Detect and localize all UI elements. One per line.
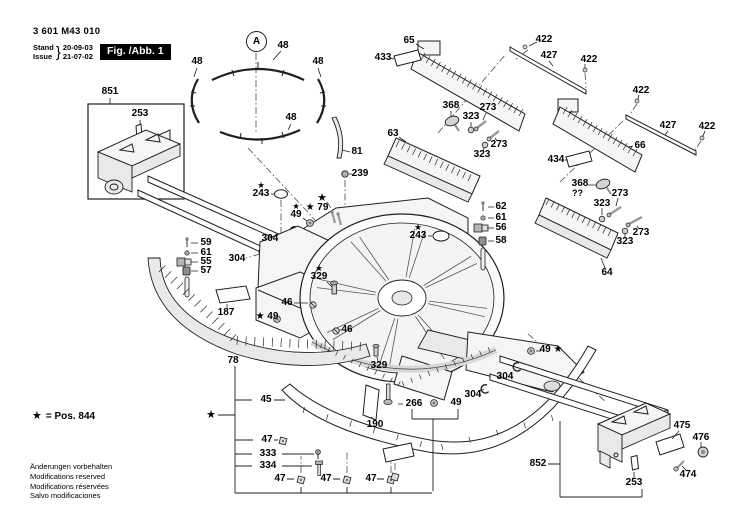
part-label-368: 368 ??	[571, 178, 589, 198]
part-label-434: 434	[547, 154, 565, 165]
part-label-61: 61	[495, 212, 507, 223]
part-label-48: 48	[191, 56, 203, 67]
part-label-47: 47	[365, 473, 377, 484]
part-label-78: 78	[227, 355, 239, 366]
part-label-253: 253	[131, 108, 149, 119]
part-label-273: 273	[611, 188, 629, 199]
part-label-47: 47	[320, 473, 332, 484]
part-label-323: 323	[473, 149, 491, 160]
part-label-273: 273	[479, 102, 497, 113]
revision-block	[33, 43, 93, 61]
part-label-422: 422	[698, 121, 716, 132]
part-label-304: 304	[464, 389, 482, 400]
part-label-273: 273	[490, 139, 508, 150]
part-label-81: 81	[351, 146, 363, 157]
footer-line-fr: Modifications réservées	[30, 481, 109, 491]
part-label-304: 304	[496, 371, 514, 382]
part-label-79: ★ 79	[305, 202, 329, 213]
part-label-273: 273	[632, 227, 650, 238]
part-label-266: 266	[405, 398, 423, 409]
part-label-62: 62	[495, 201, 507, 212]
part-label-49: ★ 49	[290, 201, 302, 220]
part-label-49: ★ 49	[255, 311, 279, 322]
part-label-323: 323	[616, 236, 634, 247]
part-label-329: 329	[370, 360, 388, 371]
part-label-66: 66	[634, 140, 646, 151]
part-label-star: ★	[206, 409, 216, 421]
star-icon: ★	[32, 410, 42, 422]
part-label-239: 239	[351, 168, 369, 179]
part-label-433: 433	[374, 52, 392, 63]
part-label-48: 48	[285, 112, 297, 123]
revision-brace: }	[55, 43, 61, 61]
part-label-190: 190	[366, 419, 384, 430]
part-label-422: 422	[535, 34, 553, 45]
part-81-239	[332, 117, 352, 177]
part-label-243: ★ 243	[252, 180, 270, 199]
footer-notice	[30, 462, 112, 501]
part-label-star: ★	[317, 192, 327, 204]
part-label-323: 323	[462, 111, 480, 122]
part-label-304: 304	[261, 233, 279, 244]
footer-line-en: Modifications reserved	[30, 471, 106, 481]
part-label-45: 45	[260, 394, 272, 405]
detail-view-marker: A	[246, 31, 267, 52]
part-label-475: 475	[673, 420, 691, 431]
part-label-329: ★ 329	[310, 263, 328, 282]
issue-label: Issue	[33, 52, 53, 61]
part-label-243: ★ 243	[409, 222, 427, 241]
part-label-58: 58	[495, 235, 507, 246]
document-number: 3 601 M43 010	[33, 26, 101, 37]
figure-label: Fig. /Abb. 1	[100, 44, 171, 60]
star-legend	[32, 409, 95, 422]
part-label-476: 476	[692, 432, 710, 443]
part-label-63: 63	[387, 128, 399, 139]
part-label-55: 55	[200, 256, 212, 267]
part-label-47: 47	[274, 473, 286, 484]
part-label-61: 61	[200, 247, 212, 258]
part-label-323: 323	[593, 198, 611, 209]
part-label-46: 46	[281, 297, 293, 308]
part-label-56: 56	[495, 222, 507, 233]
footer-line-es: Salvo modificaciones	[30, 491, 101, 501]
part-label-187: 187	[217, 307, 235, 318]
stand-date: 20-09-03	[62, 43, 93, 52]
part-label-47: 47	[261, 434, 273, 445]
part-label-57: 57	[200, 265, 212, 276]
part-label-49: 49	[450, 397, 462, 408]
part-label-334: 334	[259, 460, 277, 471]
part-label-304: 304	[228, 253, 246, 264]
part-label-49: 49 ★	[539, 344, 563, 355]
part-label-333: 333	[259, 448, 277, 459]
issue-date: 21-07-02	[62, 52, 93, 61]
part-label-253: 253	[625, 477, 643, 488]
arc-segments-48	[190, 51, 326, 144]
part-label-474: 474	[679, 469, 697, 480]
part-label-46: 46	[341, 324, 353, 335]
part-label-48: 48	[277, 40, 289, 51]
star-legend-text: = Pos. 844	[45, 411, 96, 422]
part-label-59: 59	[200, 237, 212, 248]
part-label-65: 65	[403, 35, 415, 46]
part-label-852: 852	[529, 458, 547, 469]
part-label-427: 427	[659, 120, 677, 131]
part-label-422: 422	[632, 85, 650, 96]
part-label-64: 64	[601, 267, 613, 278]
part-label-48: 48	[312, 56, 324, 67]
stand-label: Stand	[33, 43, 54, 52]
part-label-422: 422	[580, 54, 598, 65]
part-label-851: 851	[101, 86, 119, 97]
footer-line-de: Änderungen vorbehalten	[30, 462, 113, 471]
part-label-368: 368	[442, 100, 460, 111]
part-label-427: 427	[540, 50, 558, 61]
